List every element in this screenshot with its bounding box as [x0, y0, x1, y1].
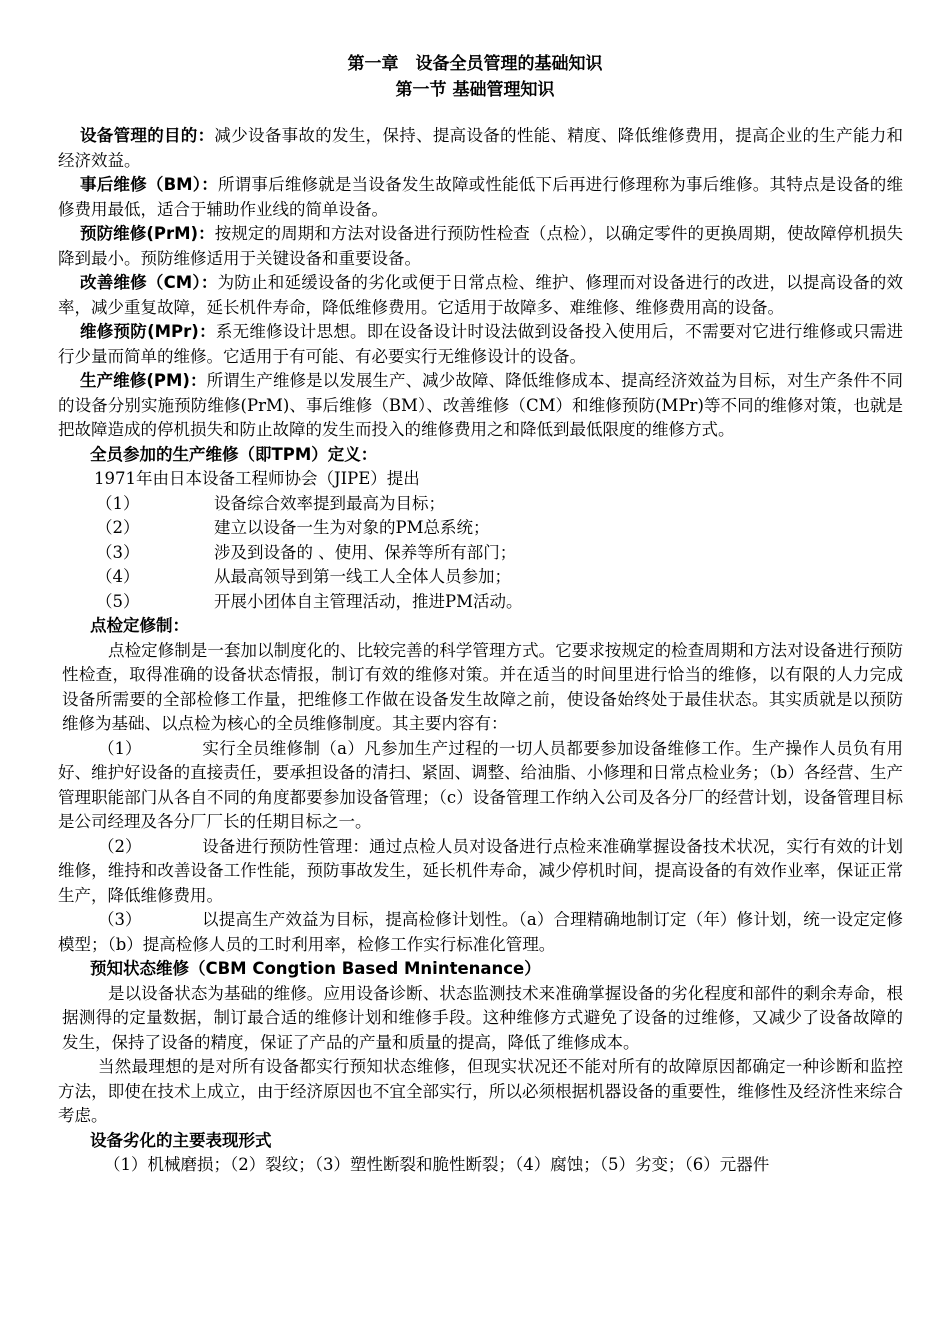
prm-term: 预防维修(PrM)：	[80, 224, 215, 243]
inspection-point-text: 以提高生产效益为目标，提高检修计划性。（a）合理精确地制订定（年）修计划，统一设定定修模型；（b）提高检修人员的工时利用率，检修工作实行标准化管理。	[58, 910, 903, 954]
inspection-point	[58, 908, 903, 957]
inspection-heading: 点检定修制：	[90, 616, 189, 635]
cbm-heading: 预知状态维修（CBM Congtion Based Mnintenance）	[90, 959, 541, 978]
tpm-item-text: 建立以设备一生为对象的PM总系统；	[214, 518, 490, 537]
tpm-item-number: （4）	[96, 567, 140, 586]
inspection-intro-block	[58, 639, 903, 737]
pm-text: 所谓生产维修是以发展生产、减少故障、降低维修成本、提高经济效益为目标，对生产条件不同的设备分别实施预防维修(PrM)、事后维修（BM）、改善维修（CM）和维修预防(MPr)等不同的维修对策，也就是把故障造成的停机损失和防止故障的发生而投入的维修费用之和降低到最低限度的维修方式。	[58, 371, 903, 439]
prm-paragraph	[58, 222, 903, 271]
tpm-heading: 全员参加的生产维修（即TPM）定义：	[90, 444, 378, 464]
bm-term: 事后维修（BM）：	[80, 175, 218, 194]
inspection-point-text: 实行全员维修制（a）凡参加生产过程的一切人员都要参加设备维修工作。生产操作人员负有用好、维护好设备的直接责任，要承担设备的清扫、紧固、调整、给油脂、小修理和日常点检业务；（b）各经营、生产管理职能部门从各自不同的角度都要参加设备管理；（c）设备管理工作纳入公司及各分厂的经营计划，设备管理目标是公司经理及各分厂厂长的任期目标之一。	[58, 738, 903, 831]
deterioration-line: （1）机械磨损；（2）裂纹；（3）塑性断裂和脆性断裂；（4）腐蚀；（5）劣变；（6）元器件	[104, 1155, 770, 1174]
tpm-origin: 1971年由日本设备工程师协会（JIPE）提出	[94, 469, 420, 488]
mpr-text: 系无维修设计思想。即在设备设计时设法做到设备投入使用后，不需要对它进行维修或只需进行少量而简单的维修。它适用于有可能、有必要实行无维修设计的设备。	[58, 322, 904, 366]
inspection-point-number: （1）	[98, 738, 142, 758]
tpm-item-text: 开展小团体自主管理活动，推进PM活动。	[214, 591, 523, 611]
purpose-paragraph	[58, 124, 903, 173]
cm-term: 改善维修（CM）：	[80, 273, 218, 292]
inspection-point	[58, 737, 903, 835]
purpose-text: 减少设备事故的发生，保持、提高设备的性能、精度、降低维修费用，提高企业的生产能力和经济效益。	[58, 126, 904, 170]
cm-paragraph	[58, 271, 903, 320]
tpm-item	[58, 516, 903, 541]
inspection-intro: 点检定修制是一套加以制度化的、比较完善的科学管理方式。它要求按规定的检查周期和方法对设备进行预防性检查，取得准确的设备状态情报，制订有效的维修对策。并在适当的时间里进行恰当的维修，以有限的人力完成设备所需要的全部检修工作量，把维修工作做在设备发生故障之前，使设备始终处于最佳状态。其实质就是以预防维修为基础、以点检为核心的全员维修制度。其主要内容有：	[62, 640, 903, 733]
purpose-term: 设备管理的目的：	[80, 126, 215, 145]
cbm-block	[58, 982, 903, 1056]
inspection-point-text: 设备进行预防性管理：通过点检人员对设备进行点检来准确掌握设备技术状况，实行有效的计划维修，维持和改善设备工作性能，预防事故发生，延长机件寿命，减少停机时间，提高设备的有效作业率，保证正常生产，降低维修费用。	[58, 836, 903, 905]
pm-paragraph	[58, 369, 903, 443]
inspection-point-number: （3）	[98, 910, 142, 929]
bm-paragraph	[58, 173, 903, 222]
cbm-paragraph: 是以设备状态为基础的维修。应用设备诊断、状态监测技术来准确掌握设备的劣化程度和部件的剩余寿命，根据测得的定量数据，制订最合适的维修计划和维修手段。这种维修方式避免了设备的过维修，又减少了设备故障的发生，保持了设备的精度，保证了产品的产量和质量的提高，降低了维修成本。	[62, 983, 903, 1052]
tpm-item	[58, 590, 903, 615]
mpr-paragraph	[58, 320, 903, 369]
tpm-item-text: 涉及到设备的 、使用、保养等所有部门；	[214, 542, 517, 562]
inspection-point-number: （2）	[98, 836, 142, 856]
chapter-title: 第一章 设备全员管理的基础知识	[347, 54, 603, 74]
cbm-paragraph-2: 当然最理想的是对所有设备都实行预知状态维修，但现实状况还不能对所有的故障原因都确定一种诊断和监控方法，即使在技术上成立，由于经济原因也不宜全部实行，所以必须根据机器设备的重要性，维修性及经济性来综合考虑。	[58, 1057, 903, 1125]
pm-term: 生产维修(PM)：	[80, 371, 207, 390]
tpm-item-text: 设备综合效率提到最高为目标；	[214, 493, 445, 513]
mpr-term: 维修预防(MPr)：	[80, 322, 216, 341]
tpm-item-number: （3）	[96, 542, 140, 562]
tpm-item-number: （1）	[96, 493, 140, 513]
prm-text: 按规定的周期和方法对设备进行预防性检查（点检），以确定零件的更换周期，使故障停机损失降到最小。预防维修适用于关键设备和重要设备。	[58, 224, 904, 268]
document-body	[58, 124, 903, 1178]
deterioration-heading: 设备劣化的主要表现形式	[90, 1130, 272, 1150]
tpm-item-text: 从最高领导到第一线工人全体人员参加；	[214, 567, 511, 586]
inspection-point	[58, 835, 903, 909]
tpm-item	[58, 541, 903, 566]
tpm-item-number: （2）	[96, 518, 140, 537]
tpm-item	[58, 492, 903, 517]
tpm-item-number: （5）	[96, 591, 140, 611]
tpm-item	[58, 565, 903, 590]
cm-text: 为防止和延缓设备的劣化或便于日常点检、维护、修理而对设备进行的改进，以提高设备的效率，减少重复故障，延长机件寿命，降低维修费用。它适用于故障多、难维修、维修费用高的设备。	[58, 273, 904, 317]
section-title: 第一节 基础管理知识	[395, 80, 555, 100]
bm-text: 所谓事后维修就是当设备发生故障或性能低下后再进行修理称为事后维修。其特点是设备的维修费用最低，适合于辅助作业线的简单设备。	[58, 175, 904, 219]
